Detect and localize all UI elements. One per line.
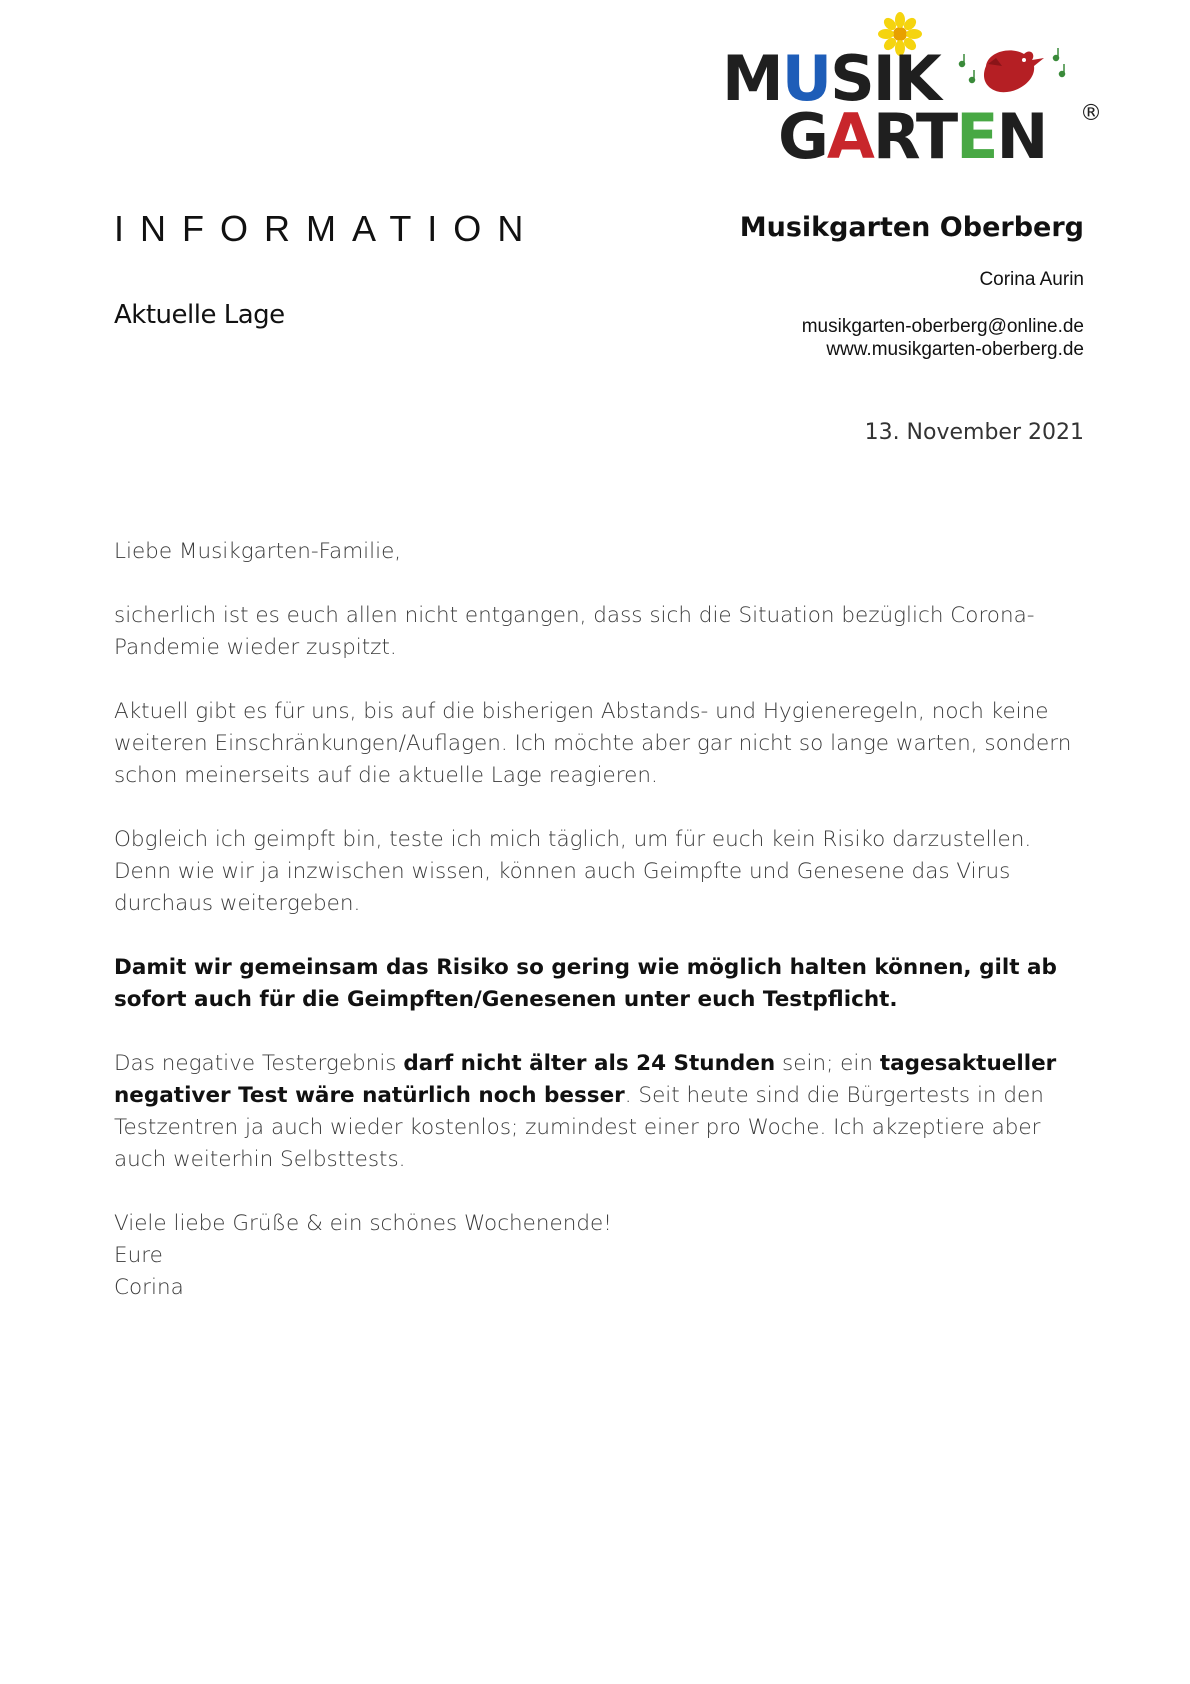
paragraph-1: sicherlich ist es euch allen nicht entgangen, dass sich die Situation bezüglich Corona-Pandemie wieder zuspitzt. bbox=[114, 603, 1035, 660]
logo-letter-n: N bbox=[996, 100, 1047, 173]
p5-text-c: sein; ein bbox=[775, 1051, 880, 1076]
logo-letter-a: A bbox=[826, 100, 873, 173]
contact-email: musikgarten-oberberg@online.de bbox=[801, 316, 1084, 337]
logo-letters-rt: RT bbox=[872, 100, 957, 173]
p5-bold-d: tagesaktueller negativer Test wäre natürlich noch besser bbox=[114, 1051, 1057, 1108]
logo-letter-m: M bbox=[722, 42, 782, 115]
salutation: Liebe Musikgarten-Familie, bbox=[114, 539, 402, 564]
document-label: INFORMATION bbox=[114, 208, 540, 249]
contact-website: www.musikgarten-oberberg.de bbox=[826, 339, 1084, 360]
red-bird-icon bbox=[984, 50, 1044, 92]
closing-line-1: Viele liebe Grüße & ein schönes Wochenende! bbox=[114, 1211, 612, 1236]
paragraph-3: Obgleich ich geimpft bin, teste ich mich täglich, um für euch kein Risiko darzustellen. Denn wie wir ja inzwischen wissen, können auch Geimpfte und Genesene das Virus durchaus weitergeben. bbox=[114, 827, 1032, 916]
contact-name: Corina Aurin bbox=[979, 269, 1084, 290]
svg-text:GARTEN bbox=[778, 100, 1046, 173]
organization-name: Musikgarten Oberberg bbox=[739, 212, 1084, 243]
subject-heading: Aktuelle Lage bbox=[114, 300, 285, 330]
logo-letter-e: E bbox=[956, 100, 997, 173]
p5-bold-b: darf nicht älter als 24 Stunden bbox=[403, 1051, 776, 1076]
musikgarten-logo bbox=[718, 8, 1106, 176]
paragraph-2: Aktuell gibt es für uns, bis auf die bisherigen Abstands- und Hygieneregeln, noch keine weiteren Einschränkungen/Auflagen. Ich möchte aber gar nicht so lange warten, sondern schon meinerseits auf die aktuelle Lage reagieren. bbox=[114, 699, 1072, 788]
signature-name: Corina bbox=[114, 1275, 184, 1300]
logo-letter-g: G bbox=[778, 100, 827, 173]
closing-line-2: Eure bbox=[114, 1243, 163, 1268]
closing-block bbox=[114, 1208, 1080, 1304]
letter-body bbox=[114, 536, 1080, 1304]
paragraph-4-bold: Damit wir gemeinsam das Risiko so gering wie möglich halten können, gilt ab sofort auch für die Geimpften/Genesenen unter euch Testpflicht. bbox=[114, 955, 1057, 1012]
logo-letters-sik: SIK bbox=[830, 42, 940, 115]
registered-mark: ® bbox=[1080, 101, 1102, 126]
paragraph-5 bbox=[114, 1048, 1080, 1176]
p5-text-e: . Seit heute sind die Bürgertests in den Testzentren ja auch wieder kostenlos; zumindest einer pro Woche. Ich akzeptiere aber auch weiterhin Selbsttests. bbox=[114, 1083, 1044, 1172]
logo-letter-u: U bbox=[781, 42, 831, 115]
letter-date: 13. November 2021 bbox=[864, 420, 1084, 445]
p5-text-a: Das negative Testergebnis bbox=[114, 1051, 404, 1076]
